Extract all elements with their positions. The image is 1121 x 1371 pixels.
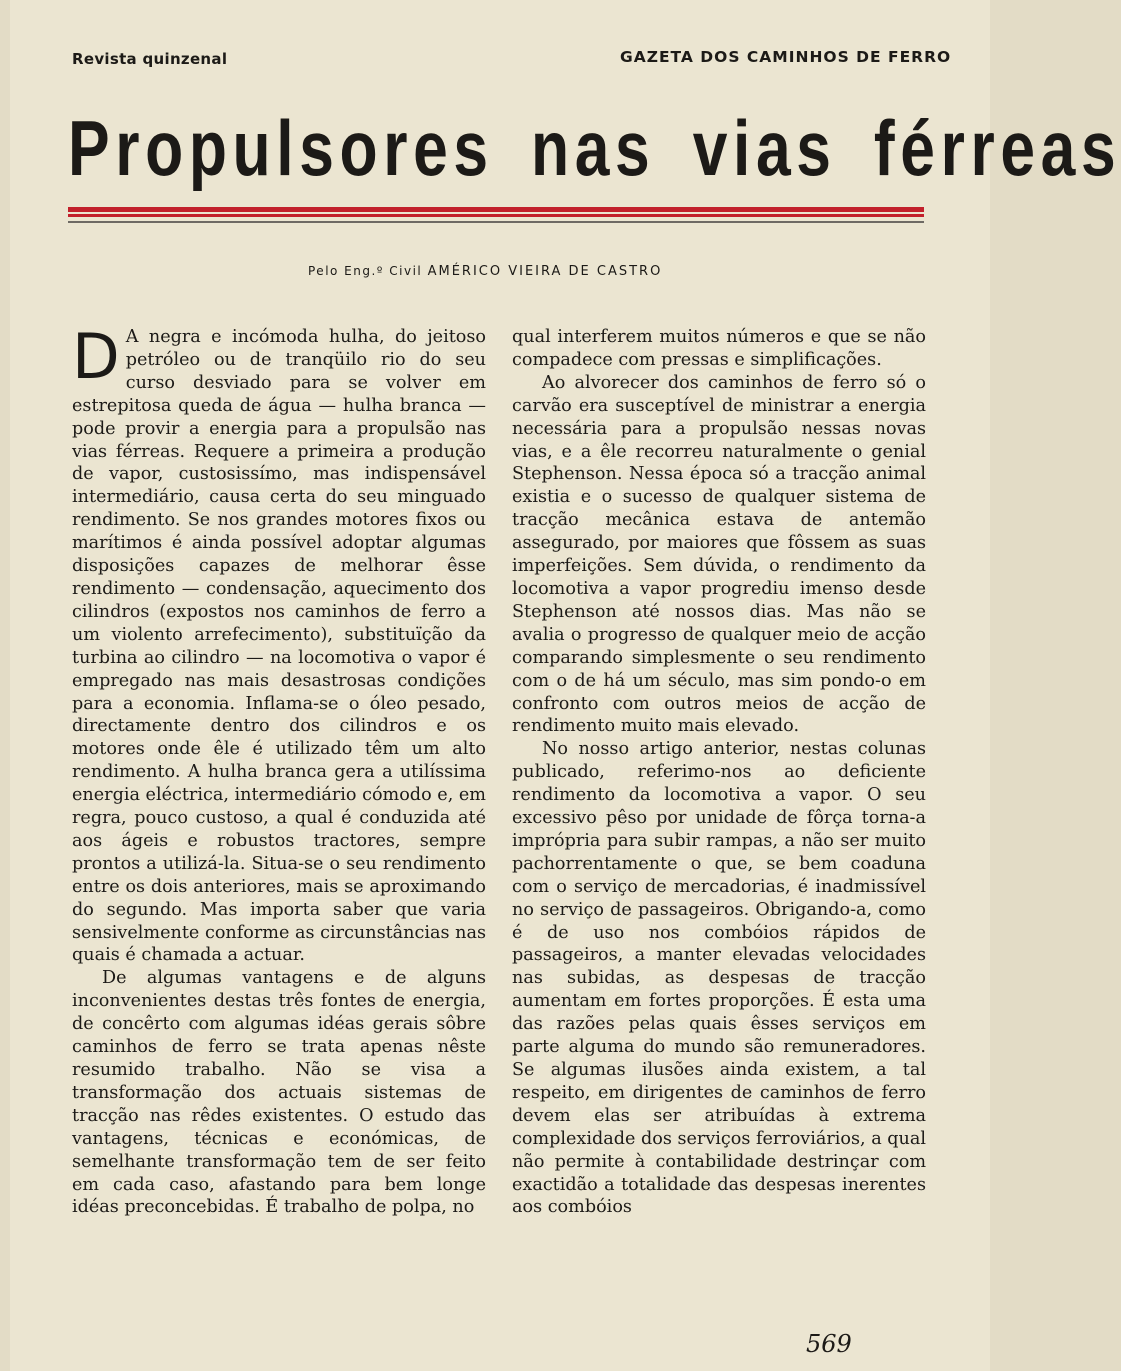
- article-title: Propulsores nas vias férreas: [68, 104, 1121, 192]
- author-name: AMÉRICO VIEIRA DE CASTRO: [427, 264, 663, 279]
- running-header-left: Revista quinzenal: [72, 50, 228, 68]
- magazine-page: [10, 0, 1121, 1371]
- paragraph: Ao alvorecer dos caminhos de ferro só o carvão era susceptível de ministrar a energia necessária para a propulsão nessas novas vias, e a êle recorreu naturalmente o genial Stephenson. Nessa época só a tracção animal existia e o sucesso de qualquer sistema de tracção mecânica estava de antemão assegurado, por maiores que fôssem as suas imperfeições. Sem dúvida, o rendimento da locomotiva a vapor progrediu imenso desde Stephenson até nossos dias. Mas não se avalia o progresso de qualquer meio de acção comparando simplesmente o seu rendimento com o de há um século, mas sim pondo-o em confronto com outros meios de acção de rendimento muito mais elevado.: [512, 372, 926, 737]
- page-number: 569: [806, 1330, 852, 1358]
- text-column-left: [72, 320, 486, 1219]
- byline: [308, 264, 662, 279]
- text-column-right: [512, 326, 926, 1219]
- title-rule-grey: [68, 221, 924, 223]
- drop-cap: D: [72, 320, 120, 393]
- paragraph: No nosso artigo anterior, nestas colunas publicado, referimo-nos ao deficiente rendimento da locomotiva a vapor. O seu excessivo pêso por unidade de fôrça torna-a imprópria para subir rampas, a não ser muito pachorrentamente o que, se bem coaduna com o serviço de mercadorias, é inadmissível no serviço de passageiros. Obrigando-a, como é de uso nos combóios rápidos de passageiros, a manter elevadas velocidades nas subidas, as despesas de tracção aumentam em fortes proporções. É esta uma das razões pelas quais êsses serviços em parte alguma do mundo são remuneradores. Se algumas ilusões ainda existem, a tal respeito, em dirigentes de caminhos de ferro devem elas ser atribuídas à extrema complexidade dos serviços ferroviários, a qual não permite à contabilidade destrinçar com exactidão a totalidade das despesas inerentes aos combóios: [512, 739, 926, 1218]
- running-header-right: GAZETA DOS CAMINHOS DE FERRO: [620, 48, 952, 66]
- paragraph: [72, 320, 486, 967]
- title-rule-red-thin: [68, 214, 924, 217]
- paragraph-text: A negra e incómoda hulha, do jeitoso petróleo ou de tranqüilo rio do seu curso desviado para se volver em estrepitosa queda de água — hulha branca — pode provir a energia para a propulsão nas vias férreas. Requere a primeira a produção de vapor, custosissímo, mas indispensável intermediário, causa certa do seu minguado rendimento. Se nos grandes motores fixos ou marítimos é ainda possível adoptar algumas disposições capazes de melhorar êsse rendimento — condensação, aquecimento dos cilindros (expostos nos caminhos de ferro a um violento arrefecimento), substituïção da turbina ao cilindro — na locomotiva o vapor é empregado nas mais desastrosas condições para a economia. Inflama-se o óleo pesado, directamente dentro dos cilindros e os motores onde êle é utilizado têm um alto rendimento. A hulha branca gera a utilíssima energia eléctrica, intermediário cómodo e, em regra, pouco custoso, a qual é conduzida até aos ágeis e robustos tractores, sempre prontos a utilizá-la. Situa-se o seu rendimento entre os dois anteriores, mais se aproximando do segundo. Mas importa saber que varia sensivelmente conforme as circunstâncias nas quais é chamada a actuar.: [72, 327, 486, 966]
- title-rule-red: [68, 207, 924, 212]
- paragraph: De algumas vantagens e de alguns inconvenientes destas três fontes de energia, de concêrto com algumas idéas gerais sôbre caminhos de ferro se trata apenas nêste resumido trabalho. Não se visa a transformação dos actuais sistemas de tracção nas rêdes existentes. O estudo das vantagens, técnicas e económicas, de semelhante transformação tem de ser feito em cada caso, afastando para bem longe idéas preconcebidas. É trabalho de polpa, no: [72, 968, 486, 1218]
- paragraph: qual interferem muitos números e que se não compadece com pressas e simplificações.: [512, 327, 926, 370]
- byline-prefix: Pelo Eng.º Civil: [308, 264, 423, 278]
